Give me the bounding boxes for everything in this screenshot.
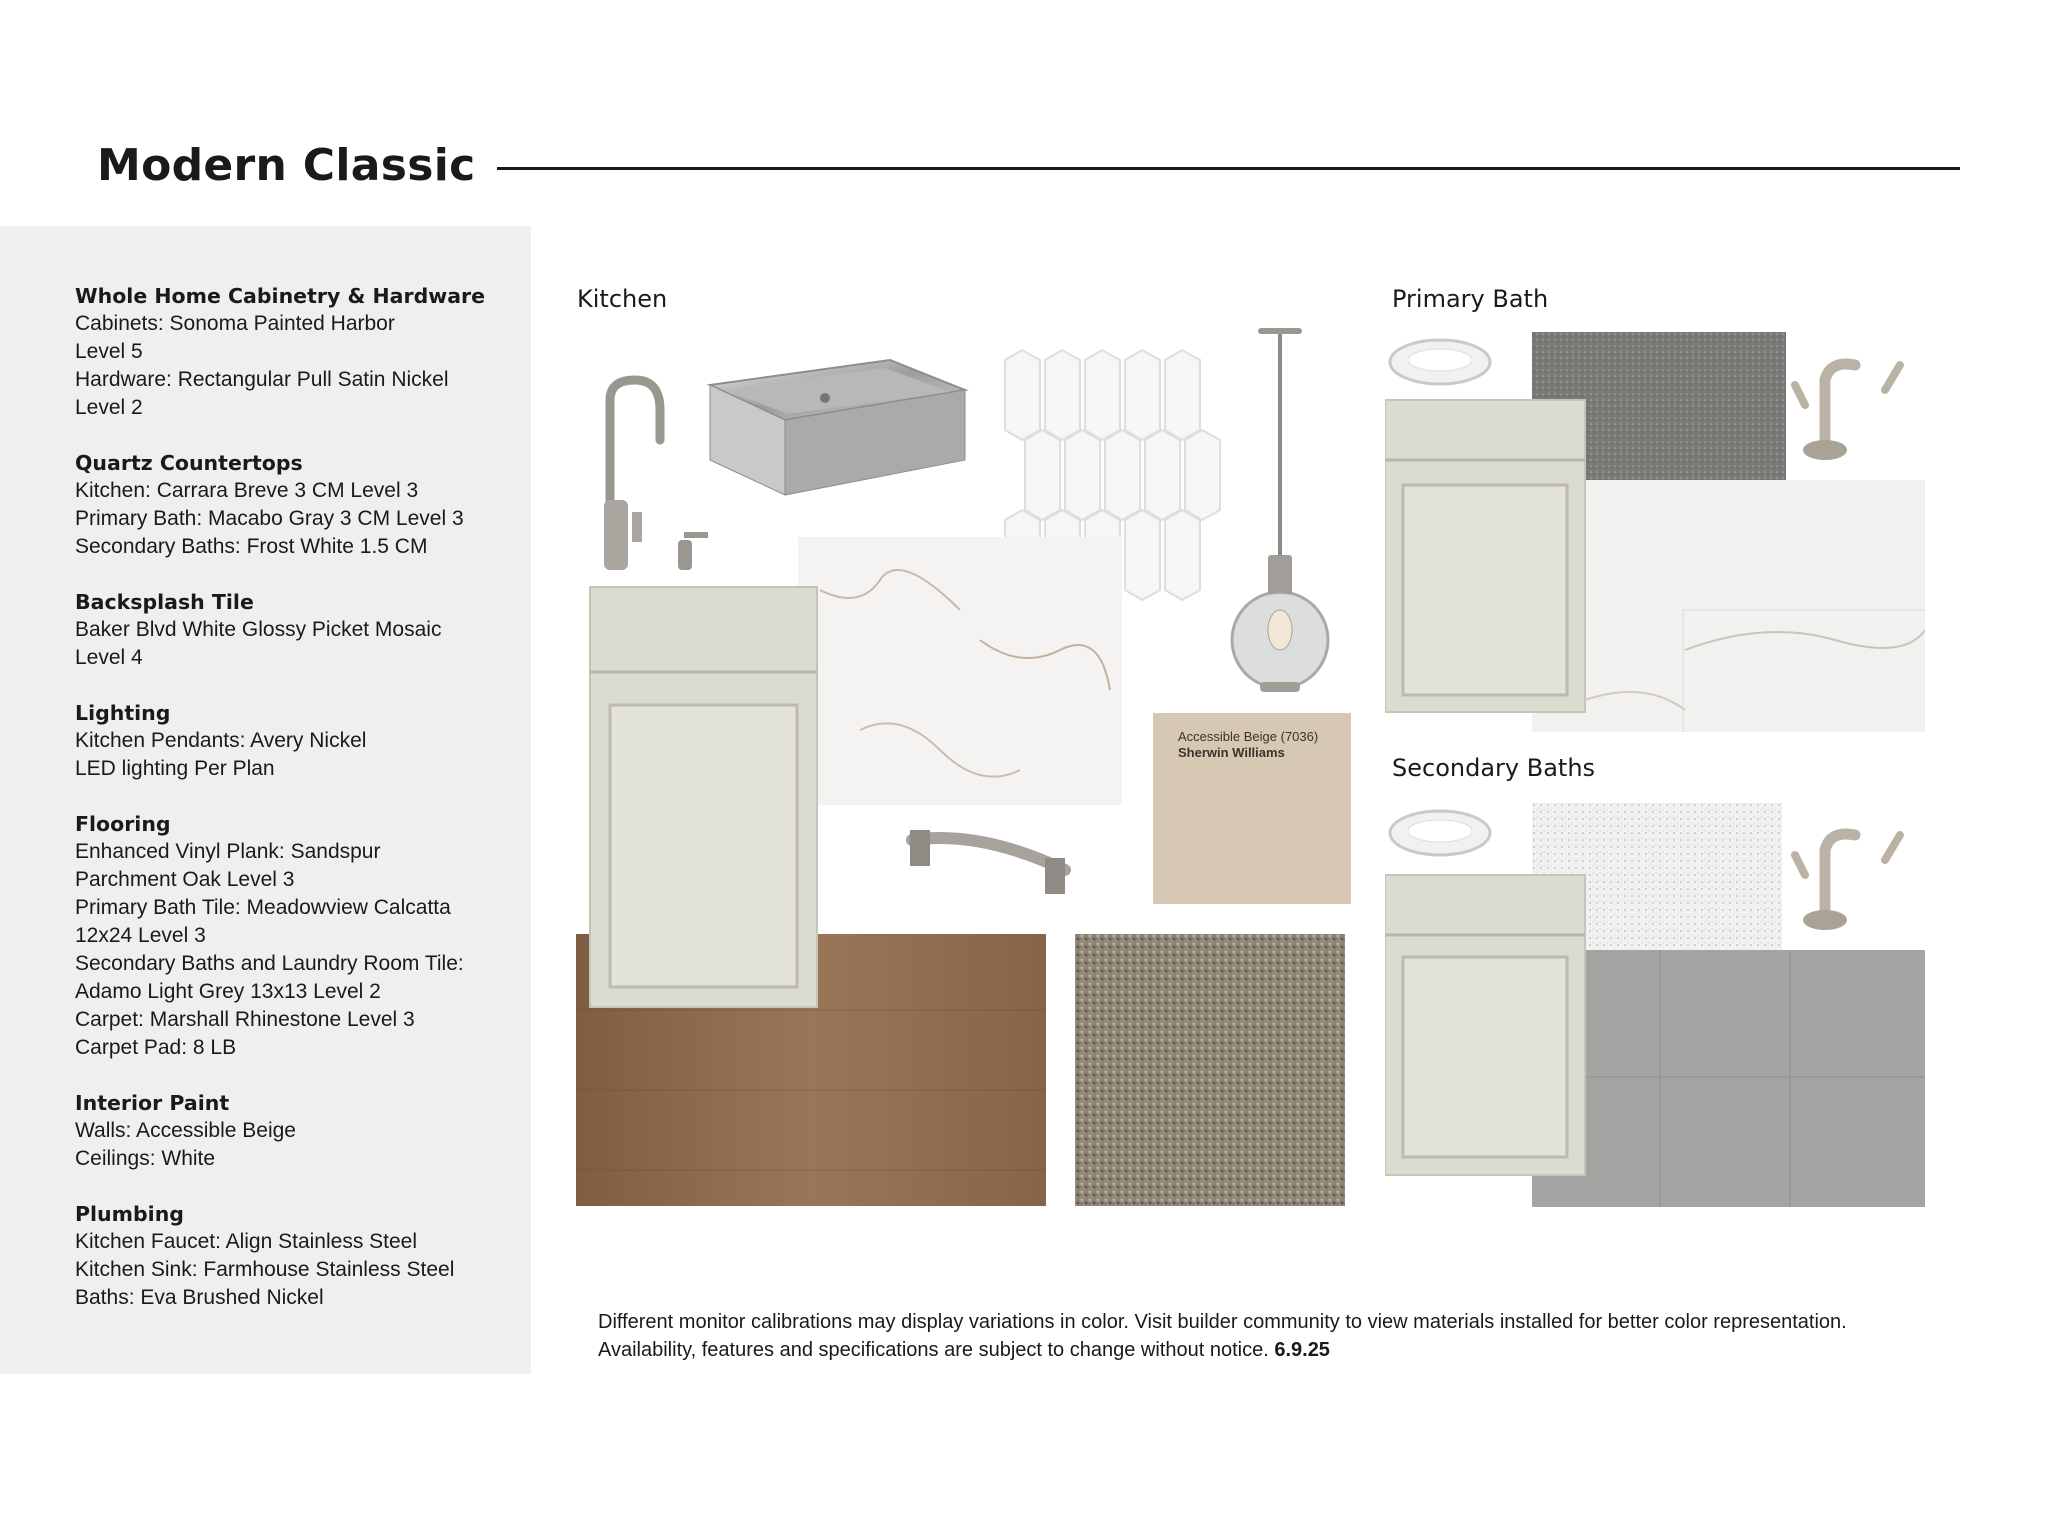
spec-line: Kitchen Pendants: Avery Nickel	[75, 729, 367, 752]
spec-heading: Flooring	[75, 812, 171, 836]
page-title: Modern Classic	[97, 140, 476, 191]
spec-line: Walls: Accessible Beige	[75, 1119, 296, 1142]
spec-section	[75, 1200, 515, 1312]
spec-line: Level 5	[75, 340, 143, 363]
spec-line: Kitchen Sink: Farmhouse Stainless Steel	[75, 1258, 455, 1281]
spec-line: Parchment Oak Level 3	[75, 868, 295, 891]
spec-heading: Backsplash Tile	[75, 590, 254, 614]
spec-line: Baths: Eva Brushed Nickel	[75, 1286, 324, 1309]
secondary-baths-board	[1385, 795, 1925, 1215]
spec-line: Primary Bath: Macabo Gray 3 CM Level 3	[75, 507, 464, 530]
disclaimer-date: 6.9.25	[1274, 1339, 1330, 1361]
secondary-bath-light-image	[1390, 811, 1490, 855]
spec-line: Kitchen Faucet: Align Stainless Steel	[75, 1230, 418, 1253]
kitchen-quartz-image	[798, 537, 1122, 805]
spec-line: Carpet Pad: 8 LB	[75, 1036, 237, 1059]
spec-section	[75, 449, 515, 561]
disclaimer	[598, 1308, 1888, 1364]
kitchen-sink-image	[710, 360, 965, 495]
spec-line: Kitchen: Carrara Breve 3 CM Level 3	[75, 479, 419, 502]
spec-section	[75, 810, 515, 1062]
secondary-bath-cabinet-image	[1385, 875, 1585, 1175]
paint-name: Accessible Beige (7036)	[1178, 729, 1319, 744]
primary-bath-light-image	[1390, 340, 1490, 384]
spec-line: Ceilings: White	[75, 1147, 216, 1170]
spec-section	[75, 1089, 515, 1173]
spec-section	[75, 699, 515, 783]
spec-heading: Quartz Countertops	[75, 451, 303, 475]
primary-bath-tile-image	[1532, 480, 1925, 732]
spec-line: Enhanced Vinyl Plank: Sandspur	[75, 840, 381, 863]
spec-line: Secondary Baths and Laundry Room Tile:	[75, 952, 464, 975]
spec-line: Primary Bath Tile: Meadowview Calcatta	[75, 896, 451, 919]
primary-bath-board	[1385, 320, 1925, 740]
spec-section	[75, 282, 515, 422]
spec-line: 12x24 Level 3	[75, 924, 206, 947]
spec-section	[75, 588, 515, 672]
spec-heading: Plumbing	[75, 1202, 184, 1226]
secondary-bath-faucet-image	[1795, 834, 1900, 930]
kitchen-cabinet-overlay	[590, 587, 817, 1007]
spec-line: Carpet: Marshall Rhinestone Level 3	[75, 1008, 415, 1031]
spec-line: Secondary Baths: Frost White 1.5 CM	[75, 535, 428, 558]
primary-bath-faucet-image	[1795, 364, 1900, 460]
pendant-light-image	[1232, 328, 1328, 692]
paint-brand: Sherwin Williams	[1178, 745, 1285, 760]
secondary-bath-tile-image	[1532, 950, 1925, 1207]
spec-list	[75, 282, 515, 1339]
spec-line: Level 4	[75, 646, 143, 669]
spec-line: Level 2	[75, 396, 143, 419]
paint-swatch-card	[1153, 713, 1351, 904]
spec-heading: Lighting	[75, 701, 171, 725]
spec-line: Hardware: Rectangular Pull Satin Nickel	[75, 368, 449, 391]
kitchen-faucet-image	[604, 380, 708, 570]
spec-line: Cabinets: Sonoma Painted Harbor	[75, 312, 395, 335]
spec-line: Baker Blvd White Glossy Picket Mosaic	[75, 618, 442, 641]
spec-line: LED lighting Per Plan	[75, 757, 275, 780]
carpet-image	[1075, 934, 1345, 1206]
kitchen-label: Kitchen	[577, 285, 668, 313]
primary-bath-cabinet-image	[1385, 400, 1585, 712]
spec-line: Adamo Light Grey 13x13 Level 2	[75, 980, 381, 1003]
title-divider	[497, 167, 1960, 170]
primary-bath-label: Primary Bath	[1392, 285, 1549, 313]
spec-heading: Whole Home Cabinetry & Hardware	[75, 284, 486, 308]
disclaimer-text: Different monitor calibrations may display variations in color. Visit builder community to view materials installed for better color representation. Availability, features and specifications are subject to change without notice.	[598, 1311, 1847, 1361]
cabinet-pull-image	[910, 830, 1065, 894]
secondary-baths-label: Secondary Baths	[1392, 754, 1596, 782]
spec-heading: Interior Paint	[75, 1091, 230, 1115]
